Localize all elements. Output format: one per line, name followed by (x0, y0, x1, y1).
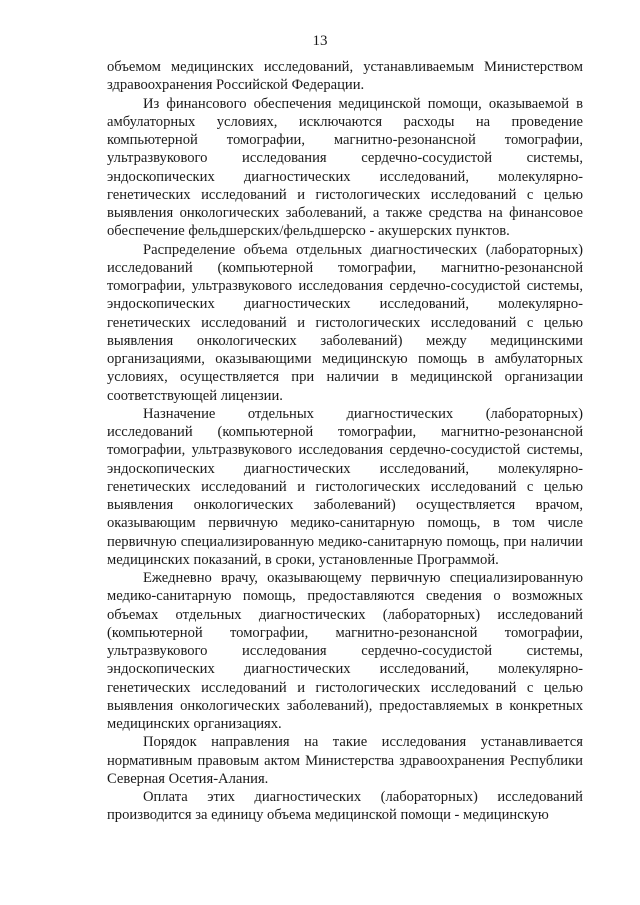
document-body (107, 58, 583, 825)
paragraph-payment: Оплата этих диагностических (лабораторных) исследований производится за единицу объема медицинской помощи - медицинскую (107, 789, 583, 824)
page-number: 13 (312, 33, 328, 49)
paragraph-volume-distribution: Распределение объема отдельных диагностических (лабораторных) исследований (компьютерной томографии, магнитно-резонансной томографии, ультразвукового исследования сердечно-сосудистой системы, эндоскопических диагностических исследований, молекулярно-генетических исследований и гистологических исследований с целью выявления онкологических заболеваний) между медицинскими организациями, оказывающими медицинскую помощь в амбулаторных условиях, осуществляется при наличии в медицинской организации соответствующей лицензии. (107, 241, 583, 404)
paragraph-continuation: объемом медицинских исследований, устанавливаемым Министерством здравоохранения Российской Федерации. (107, 59, 583, 94)
paragraph-financing-exclusions: Из финансового обеспечения медицинской помощи, оказываемой в амбулаторных условиях, исключаются расходы на проведение компьютерной томографии, магнитно-резонансной томографии, ультразвукового исследования сердечно-сосудистой системы, эндоскопических диагностических исследований, молекулярно-генетических исследований и гистологических исследований с целью выявления онкологических заболеваний, а также средства на финансовое обеспечение фельдшерских/фельдшерско - акушерских пунктов. (107, 95, 583, 240)
paragraph-referral-procedure: Порядок направления на такие исследования устанавливается нормативным правовым актом Министерства здравоохранения Республики Северная Осетия-Алания. (107, 734, 583, 787)
paragraph-daily-information: Ежедневно врачу, оказывающему первичную специализированную медико-санитарную помощь, предоставляются сведения о возможных объемах отдельных диагностических (лабораторных) исследований (компьютерной томографии, магнитно-резонансной томографии, ультразвукового исследования сердечно-сосудистой системы, эндоскопических диагностических исследований, молекулярно-генетических исследований и гистологических исследований с целью выявления онкологических заболеваний), предоставляемых в конкретных медицинских организациях. (107, 570, 583, 732)
paragraph-prescription: Назначение отдельных диагностических (лабораторных) исследований (компьютерной томографии, магнитно-резонансной томографии, ультразвукового исследования сердечно-сосудистой системы, эндоскопических диагностических исследований, молекулярно-генетических исследований и гистологических исследований с целью выявления онкологических заболеваний) осуществляется врачом, оказывающим первичную медико-санитарную помощь, в том числе первичную специализированную медико-санитарную помощь, при наличии медицинских показаний, в сроки, установленные Программой. (107, 405, 583, 568)
